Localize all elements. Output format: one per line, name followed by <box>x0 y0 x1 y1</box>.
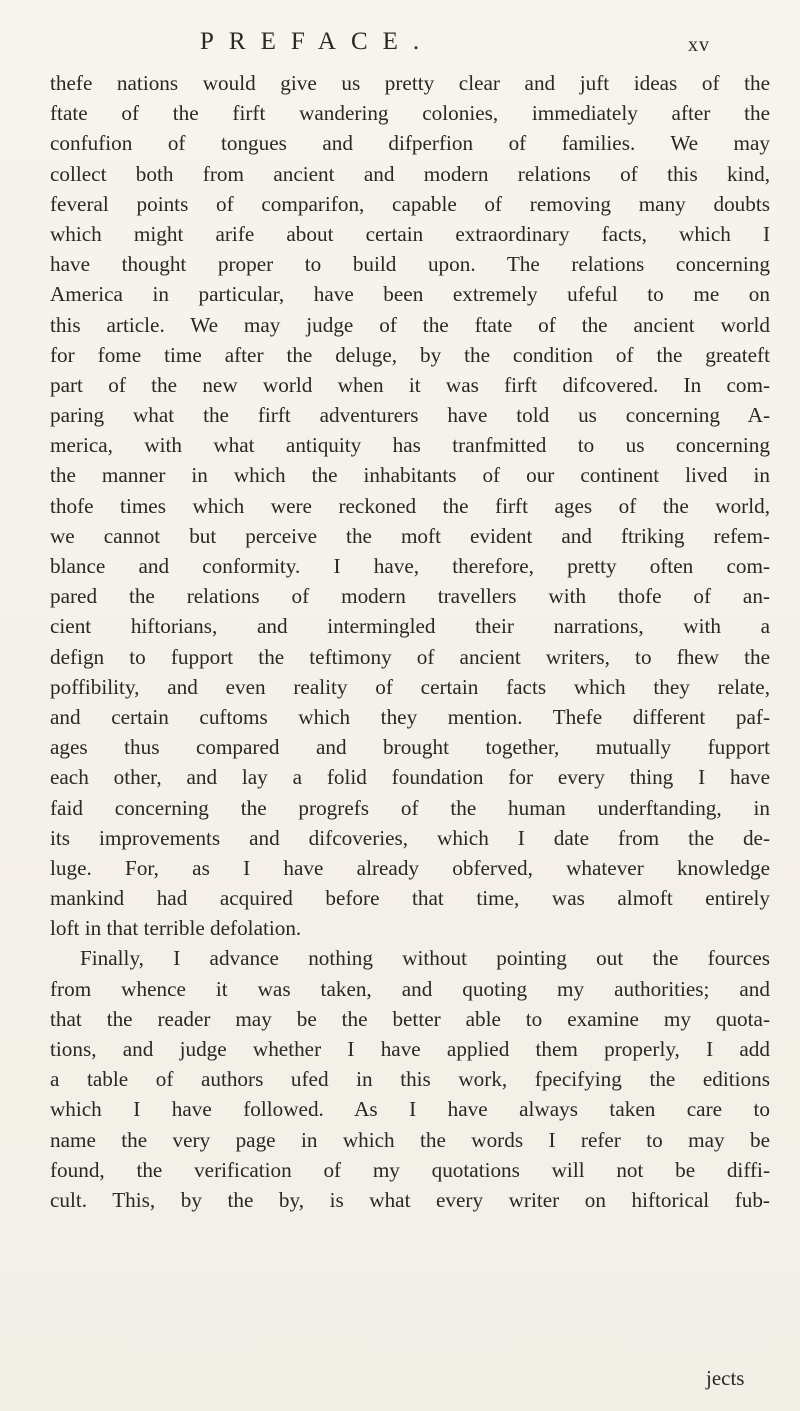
text-line: the manner in which the inhabitants of our continent lived in <box>50 463 770 488</box>
text-line: confufion of tongues and difperfion of families. We may <box>50 131 770 156</box>
text-line: cient hiftorians, and intermingled their narrations, with a <box>50 614 770 639</box>
paragraph <box>50 943 770 1215</box>
text-line: tions, and judge whether I have applied them properly, I add <box>50 1037 770 1061</box>
text-line: name the very page in which the words I refer to may be <box>50 1127 770 1152</box>
text-line: America in particular, have been extremely ufeful to me on <box>50 282 770 307</box>
text-line: thefe nations would give us pretty clear and juft ideas of the <box>50 71 770 95</box>
body-text <box>50 68 770 1215</box>
text-line: its improvements and difcoveries, which I date from the de- <box>50 825 770 850</box>
text-line: which might arife about certain extraordinary facts, which I <box>50 221 770 246</box>
text-line: defign to fupport the teftimony of ancient writers, to fhew the <box>50 644 770 669</box>
text-line: a table of authors ufed in this work, fpecifying the editions <box>50 1067 770 1092</box>
text-line: mankind had acquired before that time, was almoft entirely <box>50 886 770 911</box>
text-line: we cannot but perceive the moft evident and ftriking refem- <box>50 523 770 548</box>
text-line: found, the verification of my quotations will not be diffi- <box>50 1157 770 1182</box>
text-line: feveral points of comparifon, capable of removing many doubts <box>50 191 770 216</box>
text-line: ages thus compared and brought together, mutually fupport <box>50 735 770 760</box>
text-line: pared the relations of modern travellers with thofe of an- <box>50 584 770 609</box>
text-line: for fome time after the deluge, by the condition of the greateft <box>50 342 770 367</box>
catchword: jects <box>706 1366 745 1390</box>
text-line: thofe times which were reckoned the firft ages of the world, <box>50 493 770 518</box>
text-line: ftate of the firft wandering colonies, immediately after the <box>50 101 770 126</box>
text-line: loft in that terrible defolation. <box>50 916 302 941</box>
text-line: which I have followed. As I have always taken care to <box>50 1097 770 1122</box>
text-line: from whence it was taken, and quoting my authorities; and <box>50 976 770 1001</box>
text-line: part of the new world when it was firft difcovered. In com- <box>50 372 770 397</box>
text-line: have thought proper to build upon. The relations concerning <box>50 252 770 277</box>
text-line: merica, with what antiquity has tranfmitted to us concerning <box>50 433 770 458</box>
text-line: and certain cuftoms which they mention. Thefe different paf- <box>50 704 770 729</box>
text-line: this article. We may judge of the ftate of the ancient world <box>50 312 770 337</box>
paragraph <box>50 68 770 943</box>
page-header <box>0 28 800 68</box>
text-line: that the reader may be the better able to examine my quota- <box>50 1006 770 1031</box>
text-line: cult. This, by the by, is what every writer on hiftorical fub- <box>50 1187 770 1212</box>
text-line: each other, and lay a folid foundation for every thing I have <box>50 765 770 790</box>
text-line: faid concerning the progrefs of the human underftanding, in <box>50 795 770 820</box>
running-head: PREFACE. <box>200 28 435 55</box>
text-line: collect both from ancient and modern relations of this kind, <box>50 161 770 186</box>
text-line: blance and conformity. I have, therefore, pretty often com- <box>50 554 770 578</box>
text-line: paring what the firft adventurers have told us concerning A- <box>50 403 770 428</box>
page-number: xv <box>688 34 710 56</box>
text-line: luge. For, as I have already obferved, whatever knowledge <box>50 855 770 880</box>
text-line: Finally, I advance nothing without pointing out the fources <box>80 946 770 971</box>
text-line: poffibility, and even reality of certain facts which they relate, <box>50 674 770 699</box>
